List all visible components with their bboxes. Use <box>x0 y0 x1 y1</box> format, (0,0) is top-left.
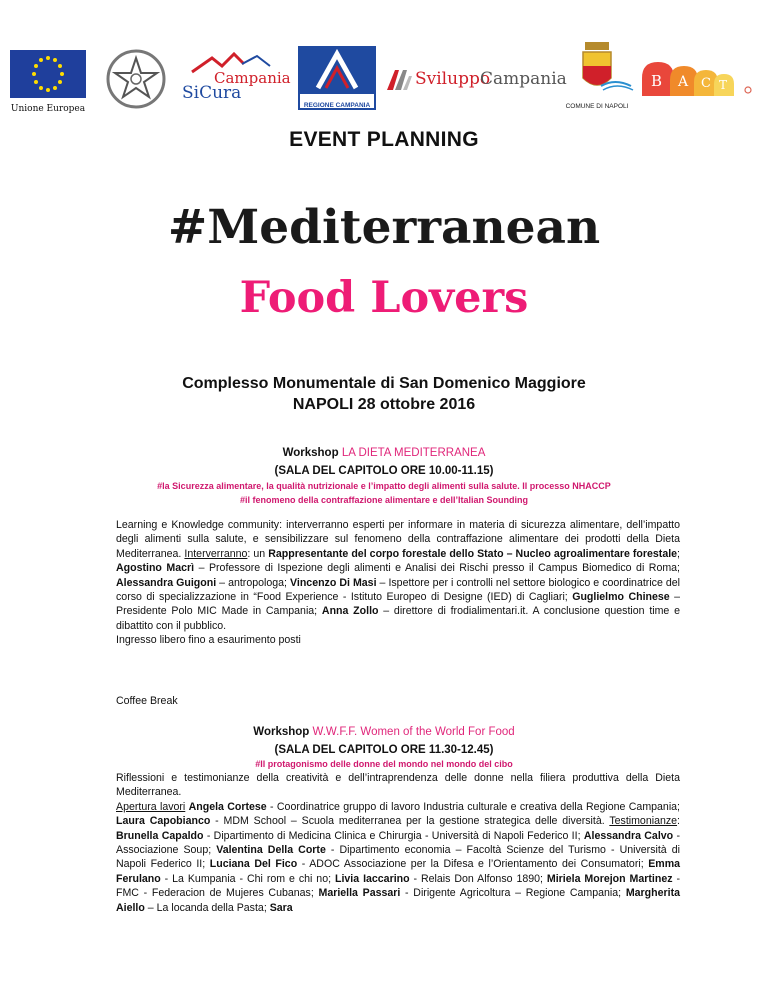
workshop2-heading <box>0 724 768 740</box>
w1-text-p1: Learning e Knowledge community: interverranno esperti per informare in materia di sicurezza alimentare, dell’impatto degli alimenti sulla salute, e sensibilizzare sul fenomeno della contraffazione alimentare dei prodotti della Dieta Mediterranea. <box>116 519 680 560</box>
w1-text-t2: – Professore di Ispezione degli alimenti e Analisi dei Rischi presso il Campus Biomedico di Roma; <box>194 562 681 575</box>
w2-speaker-1: Angela Cortese <box>188 800 267 813</box>
workshop1-session: (SALA DEL CAPITOLO ORE 10.00-11.15) <box>274 465 494 477</box>
venue-line-1: Complesso Monumentale di San Domenico Maggiore <box>182 375 586 392</box>
sviluppo-mark-icon <box>385 66 413 92</box>
w2-a1: - Coordinatrice gruppo di lavoro Industria culturale e creativa della Regione Campania; <box>266 800 681 813</box>
bact-logo <box>640 56 758 96</box>
w1-entry-note: Ingresso libero fino a esaurimento posti <box>116 634 301 647</box>
w2-a10: - FMC - Federacion de Mujeres Cubanas; <box>116 872 680 900</box>
w2-speaker-4: Alessandra Calvo <box>583 829 674 842</box>
campania-word-sviluppo: Campania <box>480 69 567 89</box>
event-planning-heading: EVENT PLANNING <box>289 128 479 151</box>
w2-speaker-6: Luciana Del Fico <box>209 858 298 871</box>
sviluppo-word: Sviluppo <box>415 69 491 89</box>
regione-campania-logo <box>298 46 376 110</box>
w1-interverranno: Interverranno <box>184 547 248 560</box>
w1-text-p2: : un <box>247 547 269 560</box>
coffee-break: Coffee Break <box>116 695 178 707</box>
w1-speaker-1: Rappresentante del corpo forestale dello Stato – Nucleo agroalimentare forestale <box>268 547 678 560</box>
regione-caption: REGIONE CAMPANIA <box>303 102 371 109</box>
workshop2-name: W.W.F.F. Women of the World For Food <box>312 726 515 738</box>
workshop1-description <box>116 518 680 648</box>
w2-testimonianze: Testimonianze <box>609 815 678 828</box>
w1-text-t5: – Presidente Polo MIC Made in Campania; <box>116 591 680 618</box>
w2-speaker-12: Sara <box>269 901 293 914</box>
w1-speaker-3: Alessandra Guigoni <box>116 576 217 589</box>
w2-speaker-3: Brunella Capaldo <box>116 829 204 842</box>
bact-letter-b: B <box>651 72 663 90</box>
w1-speaker-5: Guglielmo Chinese <box>572 591 670 604</box>
w2-speaker-9: Miriela Morejon Martinez <box>546 872 673 885</box>
w2-a11: - Dirigente Agricoltura – Regione Campania; <box>400 887 626 900</box>
w2-speaker-2: Laura Capobianco <box>116 815 211 828</box>
w2-a7: - ADOC Associazione per la Difesa e l’Orientamento dei Consumatori; <box>297 858 649 871</box>
eu-flag-icon <box>10 50 86 98</box>
eu-logo <box>10 50 86 112</box>
workshop2-tag: #Il protagonismo delle donne del mondo nel mondo del cibo <box>255 759 513 769</box>
eu-caption: Unione Europea <box>10 104 86 114</box>
w2-a12: – La locanda della Pasta; <box>144 901 270 914</box>
workshop1-name: LA DIETA MEDITERRANEA <box>341 447 486 459</box>
w1-text-t6: – direttore di frodialimentari.it. A conclusione question time e dibattito con il pubblico. <box>116 605 680 632</box>
w1-speaker-4: Vincenzo Di Masi <box>290 576 377 589</box>
bact-letter-a: A <box>678 74 689 90</box>
w2-a6: - Dipartimento economia – Facoltà Scienze del Turismo - Università di Napoli Federico II; <box>116 844 680 871</box>
w1-text-t4: – Ispettore per i controlli nel settore biologico e coordinatrice del corso di specializzazione in “Food Experience - Istituto Europeo di Designe (IED) di Cagliari; <box>116 576 681 604</box>
venue-line-2: NAPOLI 28 ottobre 2016 <box>292 396 476 413</box>
workshop1-heading <box>0 445 768 461</box>
w1-speaker-2: Agostino Macrì <box>116 562 195 575</box>
w2-apertura: Apertura lavori <box>116 800 186 813</box>
workshop1-tag-1: #la Sicurezza alimentare, la qualità nutrizionale e l’impatto degli alimenti sulla salute. Il processo NHACCP <box>157 481 611 491</box>
comune-napoli-logo <box>557 42 637 112</box>
workshop2-session: (SALA DEL CAPITOLO ORE 11.30-12.45) <box>274 744 494 756</box>
w2-intro: Riflessioni e testimonianze della creatività e dell’intraprendenza delle donne nella filiera produttiva della Dieta Mediterranea. <box>116 772 680 799</box>
italy-emblem-icon <box>105 48 167 110</box>
logo-strip <box>10 42 758 112</box>
w2-a5: - Associazione Soup; <box>116 829 680 857</box>
workshop2-prefix: Workshop <box>253 726 313 738</box>
venue-block <box>0 373 768 415</box>
w2-a9: - Relais Don Alfonso 1890; <box>409 872 547 885</box>
w1-text-t1: ; <box>677 547 680 560</box>
workshop1-prefix: Workshop <box>282 447 342 459</box>
workshop1-tag-2: #il fenomeno della contraffazione alimentare e dell’Italian Sounding <box>239 495 529 505</box>
title-line-1: #Mediterranean <box>167 200 601 255</box>
sviluppo-campania-logo <box>385 66 567 96</box>
w2-speaker-5: Valentina Della Corte <box>216 844 326 857</box>
w2-speaker-8: Livia Iaccarino <box>334 872 410 885</box>
w2-speaker-11: Margherita Aiello <box>116 887 680 914</box>
w2-speaker-10: Mariella Passari <box>318 887 401 900</box>
bact-letter-t: T <box>719 78 728 92</box>
w1-text-t3: – antropologa; <box>216 576 291 589</box>
w2-a3: : <box>677 815 680 828</box>
comune-caption: COMUNE DI NAPOLI <box>565 103 629 110</box>
campania-sicura-logo <box>182 52 292 102</box>
bact-letter-c: C <box>701 76 711 91</box>
napoli-crest-icon <box>557 42 637 96</box>
campania-word: Campania <box>214 69 291 87</box>
workshop2-description <box>116 771 680 915</box>
title-line-2: Food Lovers <box>239 273 529 323</box>
w2-speaker-7: Emma Ferulano <box>116 858 681 885</box>
w2-a8: - La Kumpania - Chi rom e chi no; <box>160 872 335 885</box>
w1-speaker-6: Anna Zollo <box>321 605 379 618</box>
w2-a2: - MDM School – Scuola mediterranea per la gestione strategica delle diversità. <box>210 815 610 828</box>
italian-emblem-logo <box>105 48 167 115</box>
regione-emblem-icon <box>300 48 374 94</box>
w2-a4: - Dipartimento di Medicina Clinica e Chirurgia - Università di Napoli Federico II; <box>203 829 584 842</box>
sicura-word: SiCura <box>182 83 242 103</box>
